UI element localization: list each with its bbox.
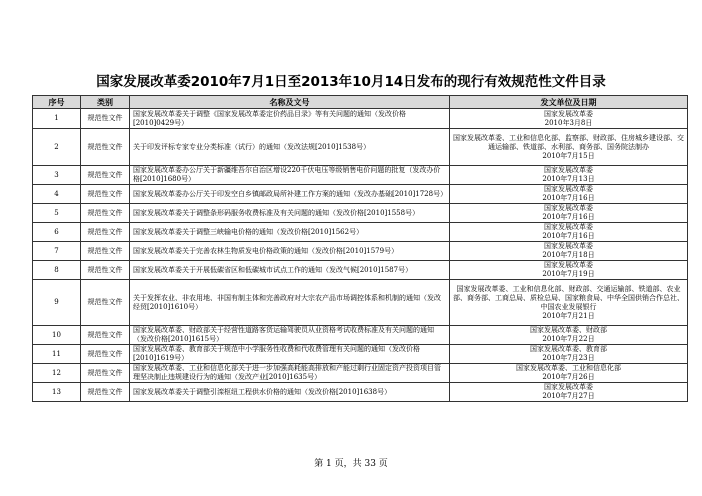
header-name: 名称及文号 <box>130 96 450 109</box>
row-date: 2010年7月21日 <box>542 311 595 320</box>
row-category: 规范性文件 <box>81 345 130 364</box>
row-document-name: 国家发展改革委关于调整三峡输电价格的通知（发改价格[2010]1562号） <box>130 223 450 242</box>
row-issuer-date <box>450 326 688 345</box>
row-date: 2010年7月23日 <box>542 354 595 362</box>
row-issuer: 国家发展改革委 <box>544 223 593 231</box>
row-issuer-date <box>450 364 688 383</box>
row-issuer-date <box>450 345 688 364</box>
row-category: 规范性文件 <box>81 242 130 261</box>
row-issuer-date <box>450 223 688 242</box>
row-document-name: 国家发展改革委关于开展低碳省区和低碳城市试点工作的通知（发改气候[2010]1587号） <box>130 261 450 280</box>
row-issuer-date <box>450 185 688 204</box>
row-document-name: 国家发展改革委办公厅关于印发空白乡镇邮政局所补建工作方案的通知（发改办基础[2010]1728号） <box>130 185 450 204</box>
row-number: 6 <box>33 223 81 242</box>
table-row <box>33 364 688 383</box>
row-document-name: 关于印发评标专家专业分类标准（试行）的通知（发改法规[2010]1538号） <box>130 129 450 166</box>
row-issuer: 国家发展改革委、工业和信息化部、监察部、财政部、住房城乡建设部、交通运输部、铁道部、水利部、商务部、国务院法制办 <box>453 133 684 151</box>
row-date: 2010年7月13日 <box>542 175 595 183</box>
row-number: 8 <box>33 261 81 280</box>
header-issuer-date: 发文单位及日期 <box>450 96 688 109</box>
row-issuer: 国家发展改革委 <box>544 166 593 174</box>
row-number: 2 <box>33 129 81 166</box>
row-issuer-date <box>450 166 688 185</box>
row-issuer-date <box>450 242 688 261</box>
row-date: 2010年3月8日 <box>544 118 593 127</box>
table-row <box>33 185 688 204</box>
row-number: 4 <box>33 185 81 204</box>
row-number: 7 <box>33 242 81 261</box>
table-row <box>33 204 688 223</box>
row-issuer-date <box>450 109 688 129</box>
row-category: 规范性文件 <box>81 364 130 383</box>
table-header-row <box>33 96 688 109</box>
row-issuer: 国家发展改革委 <box>544 109 593 118</box>
page-footer: 第 1 页，共 33 页 <box>314 459 388 469</box>
row-document-name: 国家发展改革委关于调整条形码服务收费标准及有关问题的通知（发改价格[2010]1558号） <box>130 204 450 223</box>
row-category: 规范性文件 <box>81 280 130 326</box>
row-issuer-date <box>450 383 688 402</box>
row-issuer: 国家发展改革委、工业和信息化部 <box>516 364 621 372</box>
row-category: 规范性文件 <box>81 109 130 129</box>
table-row <box>33 326 688 345</box>
row-document-name: 国家发展改革委关于调整引滦枢纽工程供水价格的通知（发改价格[2010]1638号） <box>130 383 450 402</box>
row-date: 2010年7月26日 <box>542 373 595 381</box>
row-date: 2010年7月27日 <box>542 392 595 400</box>
row-number: 9 <box>33 280 81 326</box>
row-category: 规范性文件 <box>81 129 130 166</box>
table-row <box>33 280 688 326</box>
row-issuer: 国家发展改革委 <box>544 204 593 212</box>
row-issuer: 国家发展改革委 <box>544 383 593 391</box>
table-row <box>33 129 688 166</box>
row-category: 规范性文件 <box>81 204 130 223</box>
row-document-name: 国家发展改革委、教育部关于规范中小学服务性收费和代收费管理有关问题的通知（发改价格[2010]1619号） <box>130 345 450 364</box>
row-category: 规范性文件 <box>81 383 130 402</box>
row-date: 2010年7月16日 <box>542 232 595 240</box>
row-document-name: 国家发展改革委、财政部关于经营性道路客货运输驾驶员从业资格考试收费标准及有关问题的通知（发改价格[2010]1615号） <box>130 326 450 345</box>
row-number: 3 <box>33 166 81 185</box>
catalog-table <box>32 95 688 402</box>
table-row <box>33 166 688 185</box>
table-row <box>33 223 688 242</box>
row-number: 13 <box>33 383 81 402</box>
row-category: 规范性文件 <box>81 223 130 242</box>
row-issuer-date <box>450 280 688 326</box>
row-date: 2010年7月22日 <box>542 335 595 343</box>
table-row <box>33 383 688 402</box>
row-document-name: 国家发展改革委、工业和信息化部关于进一步加强高耗能高排放和产能过剩行业固定资产投资项目管理坚决制止违规建设行为的通知（发改产业[2010]1635号） <box>130 364 450 383</box>
row-category: 规范性文件 <box>81 326 130 345</box>
row-issuer-date <box>450 129 688 166</box>
row-number: 12 <box>33 364 81 383</box>
row-document-name: 关于发挥农业、非农用地、非国有制主体和完善政府对大宗农产品市场调控体系和机制的通知（发改经贸[2010]1610号） <box>130 280 450 326</box>
row-date: 2010年7月16日 <box>542 194 595 202</box>
table-row <box>33 261 688 280</box>
row-category: 规范性文件 <box>81 166 130 185</box>
row-date: 2010年7月15日 <box>542 151 595 160</box>
row-number: 10 <box>33 326 81 345</box>
header-category: 类别 <box>81 96 130 109</box>
row-number: 5 <box>33 204 81 223</box>
table-row <box>33 109 688 129</box>
document-title: 国家发展改革委2010年7月1日至2013年10月14日发布的现行有效规范性文件目录 <box>96 74 606 90</box>
row-document-name: 国家发展改革委办公厅关于新疆维吾尔自治区增设220千伏电压等级销售电价问题的批复（发改办价格[2010]1680号） <box>130 166 450 185</box>
row-issuer: 国家发展改革委 <box>544 261 593 269</box>
header-number: 序号 <box>33 96 81 109</box>
row-category: 规范性文件 <box>81 185 130 204</box>
row-number: 1 <box>33 109 81 129</box>
table-row <box>33 242 688 261</box>
table-row <box>33 345 688 364</box>
row-issuer: 国家发展改革委 <box>544 185 593 193</box>
row-issuer: 国家发展改革委 <box>544 242 593 250</box>
row-date: 2010年7月16日 <box>542 213 595 221</box>
row-category: 规范性文件 <box>81 261 130 280</box>
row-issuer-date <box>450 261 688 280</box>
row-date: 2010年7月18日 <box>542 251 595 259</box>
row-document-name: 国家发展改革委关于完善农林生物质发电价格政策的通知（发改价格[2010]1579号） <box>130 242 450 261</box>
row-issuer: 国家发展改革委、教育部 <box>530 345 607 353</box>
row-issuer: 国家发展改革委、工业和信息化部、财政部、交通运输部、铁道部、农业部、商务部、工商总局、质检总局、国家粮食局、中华全国供销合作总社、中国农业发展银行 <box>453 284 684 311</box>
row-issuer: 国家发展改革委、财政部 <box>530 326 607 334</box>
row-date: 2010年7月19日 <box>542 270 595 278</box>
row-document-name: 国家发展改革委关于调整《国家发展改革委定价药品目录》等有关问题的通知（发改价格[2010]0429号） <box>130 109 450 129</box>
row-number: 11 <box>33 345 81 364</box>
row-issuer-date <box>450 204 688 223</box>
